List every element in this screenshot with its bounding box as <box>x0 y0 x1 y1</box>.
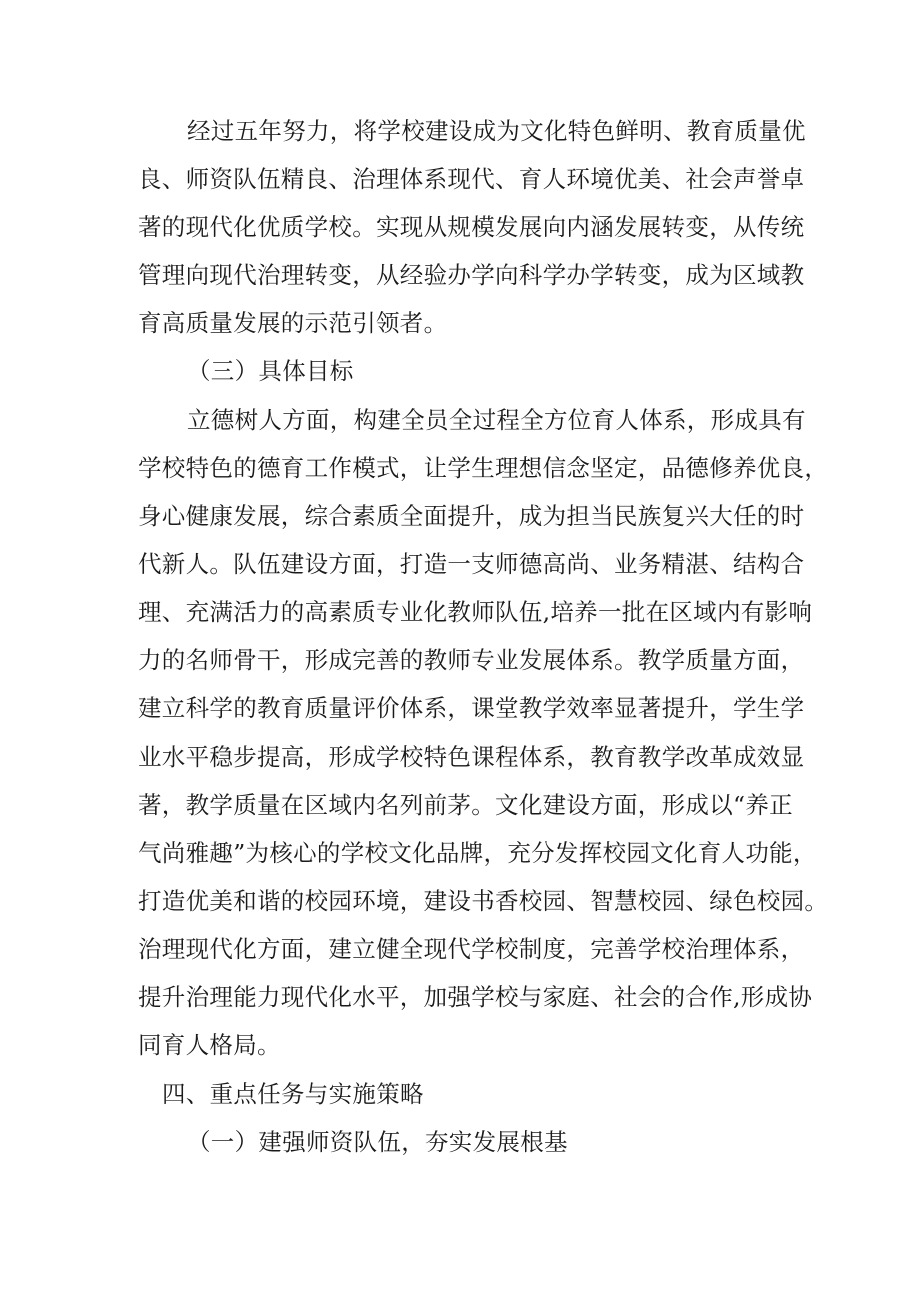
text-line: 立德树人方面，构建全员全过程全方位育人体系，形成具有 <box>187 406 806 434</box>
text-line: 著，教学质量在区域内名列前茅。文化建设方面，形成以“养正 <box>138 791 793 819</box>
text-line: 良、师资队伍精良、治理体系现代、育人环境优美、社会声誉卓 <box>138 165 805 193</box>
text-line: 学校特色的德育工作模式，让学生理想信念坚定，品德修养优良， <box>138 454 829 482</box>
text-line: 同育人格局。 <box>138 1031 281 1059</box>
text-line: 身心健康发展，综合素质全面提升，成为担当民族复兴大任的时 <box>138 502 805 530</box>
section-heading: （一）建强师资队伍，夯实发展根基 <box>187 1128 568 1156</box>
text-line: 建立科学的教育质量评价体系，课堂教学效率显著提升，学生学 <box>138 694 805 722</box>
text-line: 治理现代化方面，建立健全现代学校制度，完善学校治理体系， <box>138 935 805 963</box>
text-line: 著的现代化优质学校。实现从规模发展向内涵发展转变，从传统 <box>138 213 805 241</box>
section-heading: 四、重点任务与实施策略 <box>162 1080 424 1108</box>
text-line: 打造优美和谐的校园环境，建设书香校园、智慧校园、绿色校园。 <box>138 887 829 915</box>
text-line: 管理向现代治理转变，从经验办学向科学办学转变，成为区域教 <box>138 261 805 289</box>
section-heading: （三）具体目标 <box>187 357 354 385</box>
text-line: 育高质量发展的示范引领者。 <box>138 309 448 337</box>
text-line: 代新人。队伍建设方面，打造一支师德高尚、业务精湛、结构合 <box>138 550 805 578</box>
text-line: 气尚雅趣”为核心的学校文化品牌，充分发挥校园文化育人功能， <box>138 839 817 867</box>
text-line: 业水平稳步提高，形成学校特色课程体系，教育教学改革成效显 <box>138 743 805 771</box>
text-line: 经过五年努力，将学校建设成为文化特色鲜明、教育质量优 <box>187 117 806 145</box>
text-line: 力的名师骨干，形成完善的教师专业发展体系。教学质量方面， <box>138 646 805 674</box>
text-line: 提升治理能力现代化水平，加强学校与家庭、社会的合作,形成协 <box>138 983 813 1011</box>
text-line: 理、充满活力的高素质专业化教师队伍,培养一批在区域内有影响 <box>138 598 813 626</box>
